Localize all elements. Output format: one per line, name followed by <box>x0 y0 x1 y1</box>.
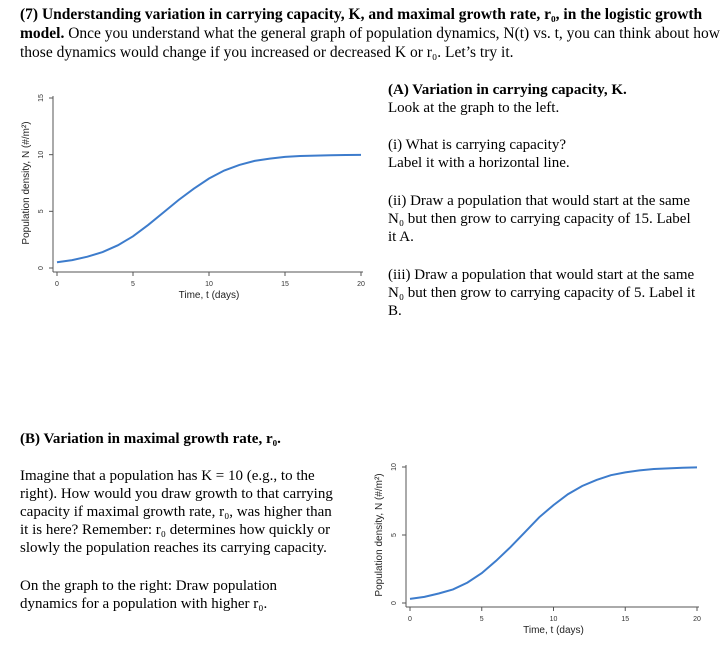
q3-line-2: N₀ but then grow to carrying capacity of 5. Label it <box>388 285 696 301</box>
chart-b-x-tick-label: 15 <box>621 616 630 623</box>
q3-line-1: (iii) Draw a population that would start at the same <box>388 267 695 283</box>
chart-a-y-tick-label: 5 <box>38 209 45 214</box>
chart-a-y-axis-label: Population density, N (#/m²) <box>21 121 32 245</box>
chart-b-series-line <box>410 467 697 599</box>
q3-line-3: B. <box>388 303 402 319</box>
chart-a <box>0 80 380 410</box>
chart-b-x-tick-label: 20 <box>693 616 701 623</box>
chart-a-x-tick-label: 15 <box>281 281 289 288</box>
chart-b-x-axis-label: Time, t (days) <box>523 625 584 636</box>
p1-line-5: slowly the population reaches its carrying capacity. <box>20 540 327 556</box>
q1-line-1: (i) What is carrying capacity? <box>388 137 566 153</box>
section-a-q1 <box>388 136 723 172</box>
p1-line-2: right). How would you draw growth to that carrying <box>20 486 333 502</box>
p1-line-1: Imagine that a population has K = 10 (e.g., to the <box>20 468 315 484</box>
chart-a-y-tick-label: 10 <box>38 150 45 159</box>
p2-line-1: On the graph to the right: Draw population <box>20 578 278 594</box>
chart-b-y-tick-label: 0 <box>391 601 398 605</box>
chart-b <box>370 435 710 655</box>
chart-b-y-tick-label: 10 <box>391 463 398 471</box>
chart-a-y-tick-label: 0 <box>38 266 45 270</box>
problem-header <box>20 5 720 62</box>
chart-b-x-tick-label: 5 <box>479 616 484 623</box>
section-a-q2 <box>388 192 723 246</box>
problem-title: Understanding variation in carrying capacity, K, and maximal growth rate, r₀, in the logistic growth model. <box>20 6 703 42</box>
section-a-line1: Look at the graph to the left. <box>388 100 560 116</box>
q2-line-2: N₀ but then grow to carrying capacity of 15. Label <box>388 211 691 227</box>
problem-intro: Once you understand what the general graph of population dynamics, N(t) vs. t, you can think about how those dynamics would change if you increased or decreased K or r₀. Let’s try it. <box>20 25 720 61</box>
q2-line-3: it A. <box>388 229 414 245</box>
problem-number: (7) <box>20 6 39 23</box>
chart-a-y-tick-label: 15 <box>38 94 45 102</box>
section-b-paragraph-2 <box>20 577 365 613</box>
p1-line-4: it is here? Remember: r₀ determines how quickly or <box>20 522 331 538</box>
chart-b-y-tick-label: 5 <box>391 533 398 537</box>
chart-a-series-line <box>57 155 361 262</box>
chart-b-x-tick-label: 10 <box>549 616 558 623</box>
chart-b-y-axis-label: Population density, N (#/m²) <box>374 473 385 597</box>
section-a-q3 <box>388 266 723 320</box>
section-b-paragraph-1 <box>20 467 365 557</box>
chart-a-x-tick-label: 10 <box>205 281 213 288</box>
section-a-title: (A) Variation in carrying capacity, K. <box>388 82 627 98</box>
q2-line-1: (ii) Draw a population that would start at the same <box>388 193 690 209</box>
chart-a-x-tick-label: 0 <box>55 281 59 288</box>
p2-line-2: dynamics for a population with higher r₀. <box>20 596 268 612</box>
p1-line-3: capacity if maximal growth rate, r₀, was higher than <box>20 504 332 520</box>
chart-a-x-axis-label: Time, t (days) <box>178 290 240 301</box>
chart-b-x-tick-label: 0 <box>408 616 412 623</box>
q1-line-2: Label it with a horizontal line. <box>388 155 570 171</box>
section-b-title: (B) Variation in maximal growth rate, r₀. <box>20 431 281 447</box>
section-a <box>388 81 723 117</box>
section-b <box>20 430 365 448</box>
chart-a-x-tick-label: 20 <box>357 281 365 288</box>
chart-a-x-tick-label: 5 <box>131 281 135 288</box>
